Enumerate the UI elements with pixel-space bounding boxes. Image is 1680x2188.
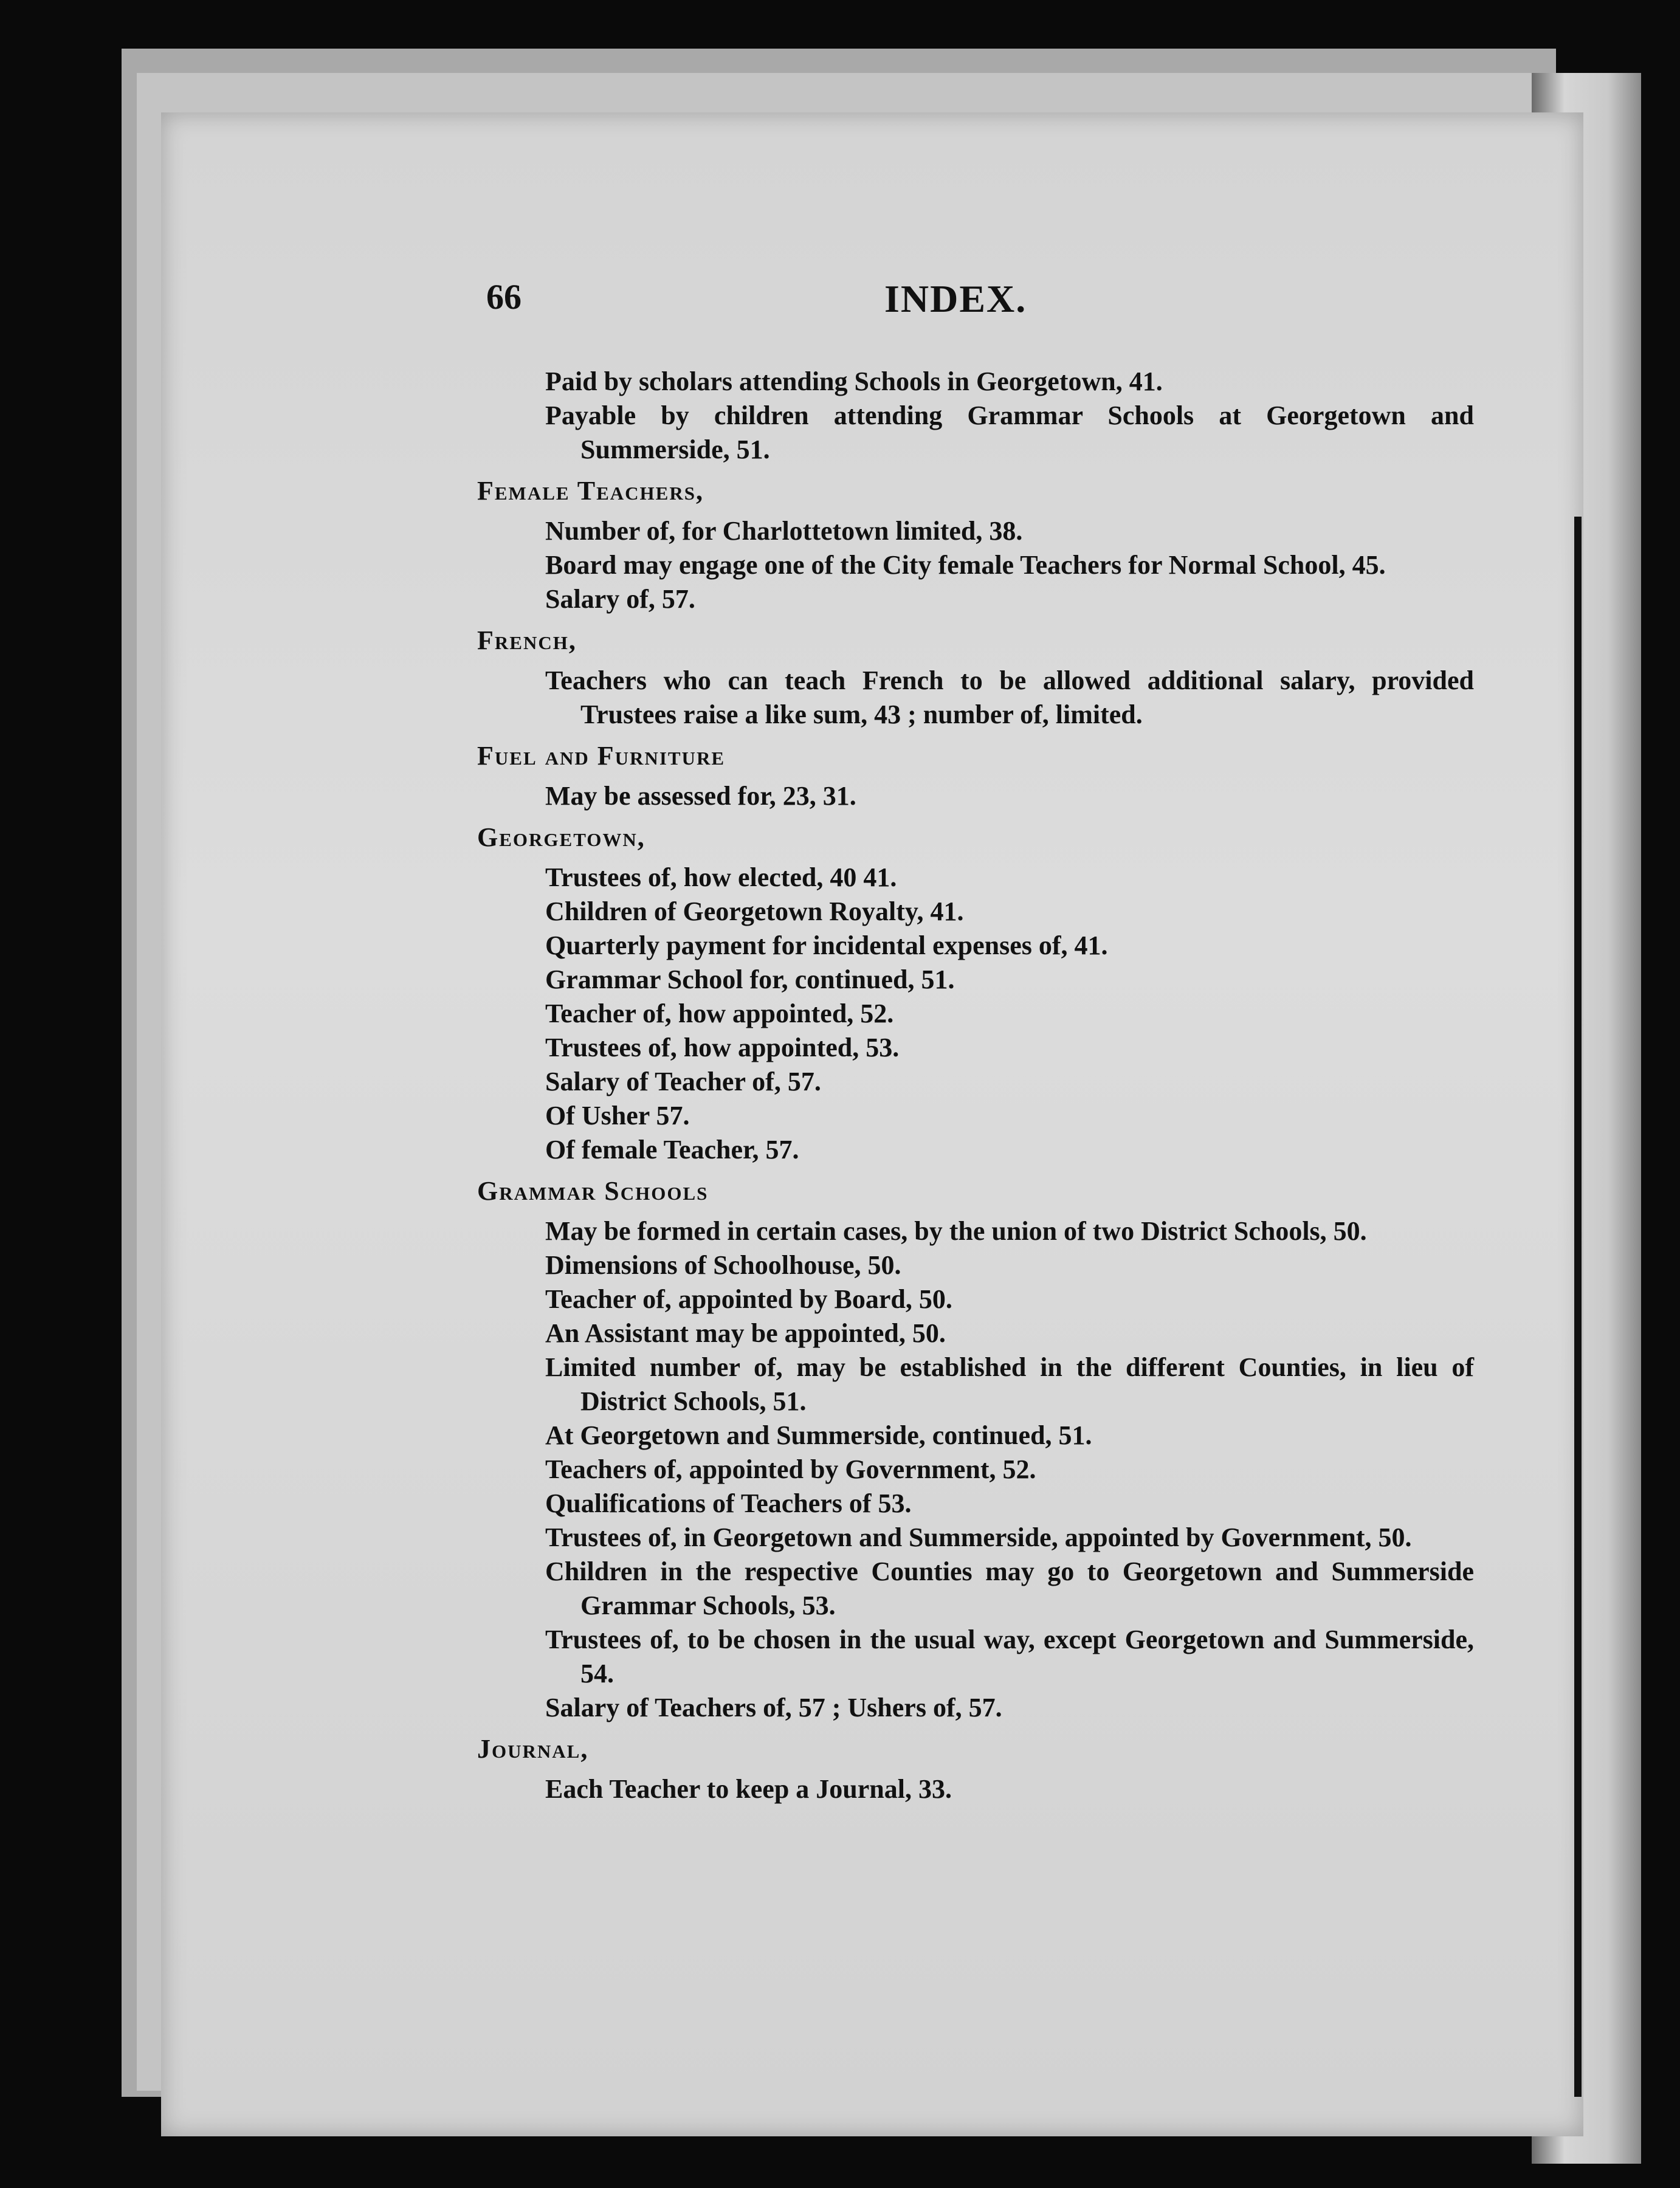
index-entry: At Georgetown and Summerside, continued, 51.	[545, 1420, 1092, 1450]
index-entry: Teachers who can teach French to be allowed additional salary, provided Trustees raise a like sum, 43 ; number of, limited.	[545, 666, 1474, 729]
page-title: INDEX.	[884, 277, 1027, 320]
page-header	[486, 277, 1447, 325]
section-heading: French,	[477, 625, 577, 655]
page-number: 66	[486, 277, 522, 317]
section-journal	[477, 1732, 1474, 1806]
index-entry: Number of, for Charlottetown limited, 38.	[545, 516, 1023, 546]
index-entry: Quarterly payment for incidental expenses of, 41.	[545, 931, 1108, 960]
index-entry: Of Usher 57.	[545, 1101, 690, 1130]
index-entry: Qualifications of Teachers of 53.	[545, 1488, 912, 1518]
page-binding-shadow	[1574, 517, 1582, 2097]
index-entry: Children in the respective Counties may go to Georgetown and Summerside Grammar Schools, 53.	[545, 1557, 1474, 1620]
index-entry: Salary of Teachers of, 57 ; Ushers of, 57.	[545, 1693, 1002, 1722]
index-entry: May be assessed for, 23, 31.	[545, 781, 856, 811]
index-entry: Of female Teacher, 57.	[545, 1135, 799, 1165]
section-french	[477, 624, 1474, 732]
section-heading: Female Teachers,	[477, 476, 704, 506]
index-entry: An Assistant may be appointed, 50.	[545, 1318, 946, 1348]
section-heading: Fuel and Furniture	[477, 741, 726, 771]
section-georgetown	[477, 820, 1474, 1167]
index-entry: Teacher of, appointed by Board, 50.	[545, 1284, 952, 1314]
section-fuel-and-furniture	[477, 739, 1474, 813]
index-entry: Paid by scholars attending Schools in Georgetown, 41.	[545, 366, 1163, 396]
index-entry: Payable by children attending Grammar Schools at Georgetown and Summerside, 51.	[545, 401, 1474, 464]
index-entry: Teachers of, appointed by Government, 52.	[545, 1454, 1036, 1484]
section-heading: Journal,	[477, 1734, 589, 1764]
index-entry: Trustees of, to be chosen in the usual way, except Georgetown and Summerside, 54.	[545, 1625, 1474, 1688]
index-entry: Trustees of, in Georgetown and Summerside, appointed by Government, 50.	[545, 1522, 1412, 1552]
index-entry: Teacher of, how appointed, 52.	[545, 999, 894, 1028]
index-entry: Trustees of, how appointed, 53.	[545, 1033, 900, 1062]
continuation-section	[477, 365, 1474, 467]
index-entry: Salary of Teacher of, 57.	[545, 1067, 821, 1096]
index-entry: May be formed in certain cases, by the union of two District Schools, 50.	[545, 1216, 1367, 1246]
section-heading: Grammar Schools	[477, 1176, 709, 1206]
section-grammar-schools	[477, 1174, 1474, 1725]
section-female-teachers	[477, 474, 1474, 616]
index-entry: Trustees of, how elected, 40 41.	[545, 862, 897, 892]
section-heading: Georgetown,	[477, 822, 645, 852]
index-entry: Board may engage one of the City female Teachers for Normal School, 45.	[545, 550, 1386, 580]
index-entry: Children of Georgetown Royalty, 41.	[545, 896, 964, 926]
index-entry: Salary of, 57.	[545, 584, 695, 614]
index-entry: Limited number of, may be established in the different Counties, in lieu of District Schools, 51.	[545, 1352, 1474, 1416]
index-content	[477, 365, 1474, 1814]
index-entry: Grammar School for, continued, 51.	[545, 965, 955, 994]
index-entry: Dimensions of Schoolhouse, 50.	[545, 1250, 901, 1280]
index-entry: Each Teacher to keep a Journal, 33.	[545, 1774, 952, 1804]
